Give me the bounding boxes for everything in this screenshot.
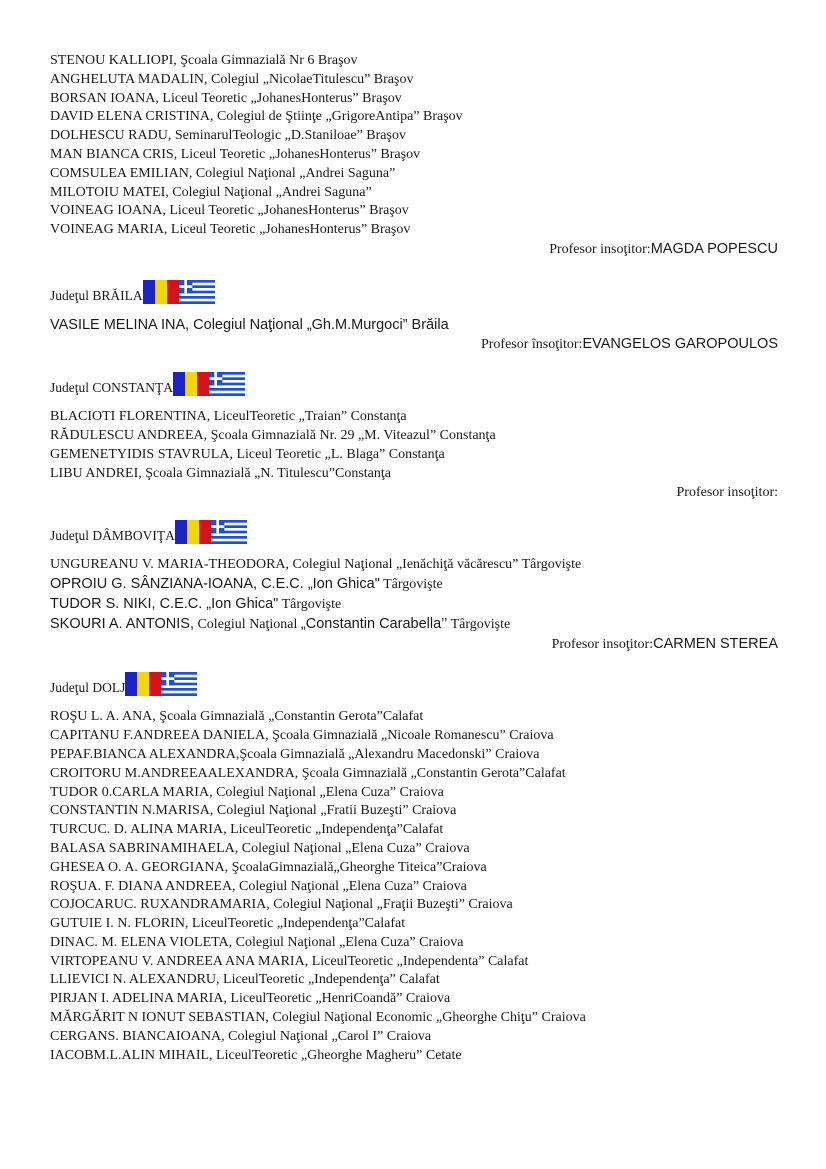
greece-flag-icon [211,520,247,544]
flag-group [173,372,245,396]
student-entry: CROITORU M.ANDREEAALEXANDRA, Şcoala Gimnazială „Constantin Gerota”Calafat [50,765,566,781]
student-entry: MĂRGĂRIT N IONUT SEBASTIAN, Colegiul Naţional Economic „Gheorghe Chiţu” Craiova [50,1010,586,1026]
student-entry: CONSTANTIN N.MARISA, Colegiul Naţional „Fratii Buzeşti” Craiova [50,803,457,819]
student-name: SKOURI A. ANTONIS, [50,615,194,632]
flag-group [175,520,247,544]
student-city: Târgovişte [379,577,443,593]
escort-teacher-label: Profesor insoţitor: [549,241,651,257]
student-entry [50,575,778,595]
student-entry: IACOBM.L.ALIN MIHAIL, LiceulTeoretic „Gheorghe Magheru” Cetate [50,1047,462,1063]
student-city: Târgovişte [447,616,511,632]
student-entry: LLIEVICI N. ALEXANDRU, LiceulTeoretic „Independenţa” Calafat [50,972,440,988]
student-entry: COMSULEA EMILIAN, Colegiul Naţional „Andrei Saguna” [50,165,396,181]
escort-teacher [50,635,778,655]
student-entry: ROŞUA. F. DIANA ANDREEA, Colegiul Naţional „Elena Cuza” Craiova [50,878,467,894]
county-title: Judeţul DÂMBOVIŢA [50,528,175,544]
greece-flag-icon [161,672,197,696]
flag-group [125,672,197,696]
romania-flag-icon [175,520,211,544]
county-title: Judeţul DOLJ [50,680,126,696]
county-heading [50,370,778,396]
escort-teacher-name: MAGDA POPESCU [650,240,778,257]
romania-flag-icon [125,672,161,696]
escort-teacher [50,240,778,260]
student-entry: VIRTOPEANU V. ANDREEA ANA MARIA, LiceulTeoretic „Independenta” Calafat [50,953,529,969]
student-entry: TUDOR 0.CARLA MARIA, Colegiul Naţional „Elena Cuza” Craiova [50,784,444,800]
county-title: Judeţul CONSTANŢA [50,380,174,396]
student-entry: DAVID ELENA CRISTINA, Colegiul de Ştiinţe „GrigoreAntipa” Braşov [50,109,463,125]
student-entry: VASILE MELINA INA, Colegiul Naţional „Gh.M.Murgoci” Brăila [50,316,449,333]
escort-teacher-label: Profesor insoţitor: [551,636,654,652]
student-school-type: Colegiul Naţional [193,616,301,632]
student-entry: CAPITANU F.ANDREEA DANIELA, Şcoala Gimnazială „Nicoale Romanescu” Craiova [50,728,554,744]
romania-flag-icon [173,372,209,396]
student-entry [50,615,778,635]
student-entry: GHESEA O. A. GEORGIANA, ŞcoalaGimnazială„Gheorghe Titeica”Craiova [50,859,487,875]
student-entry: GEMENETYIDIS STAVRULA, Liceul Teoretic „L. Blaga” Constanţa [50,446,445,462]
escort-teacher-name: CARMEN STEREA [653,635,778,652]
student-entry: PIRJAN I. ADELINA MARIA, LiceulTeoretic „HenriCoandă” Craiova [50,991,451,1007]
student-entry: MILOTOIU MATEI, Colegiul Naţional „Andrei Saguna” [50,184,372,200]
student-entry: UNGUREANU V. MARIA-THEODORA, Colegiul Naţional „Ienăchiţă văcărescu” Târgovişte [50,557,582,573]
student-entry: GUTUIE I. N. FLORIN, LiceulTeoretic „Independenţa”Calafat [50,916,406,932]
greece-flag-icon [179,280,215,304]
student-entry: PEPAF.BIANCA ALEXANDRA,Şcoala Gimnazială „Alexandru Macedonski” Craiova [50,746,540,762]
constanta-student-list [50,408,778,483]
escort-teacher [50,484,778,503]
student-entry: LIBU ANDREI, Şcoala Gimnazială „N. Titulescu”Constanţa [50,465,391,481]
county-heading [50,670,778,696]
county-heading [50,278,778,304]
escort-teacher-label: Profesor însoţitor: [480,336,583,352]
student-entry: BALASA SABRINAMIHAELA, Colegiul Naţional „Elena Cuza” Craiova [50,840,470,856]
student-entry: TURCUC. D. ALINA MARIA, LiceulTeoretic „Independenţa”Calafat [50,822,444,838]
student-entry: BORSAN IOANA, Liceul Teoretic „JohanesHonterus” Braşov [50,90,402,106]
dolj-student-list [50,708,778,1065]
student-entry [50,595,778,615]
document-page [50,52,778,1065]
student-entry: ROŞU L. A. ANA, Şcoala Gimnazială „Constantin Gerota”Calafat [50,709,424,725]
student-school: „Constantin Carabella’’ [300,615,448,632]
student-entry: RĂDULESCU ANDREEA, Şcoala Gimnazială Nr. 29 „M. Viteazul” Constanţa [50,428,496,444]
dambovita-student-list [50,556,778,634]
student-entry: DINAC. M. ELENA VIOLETA, Colegiul Naţional „Elena Cuza” Craiova [50,934,464,950]
student-entry: BLACIOTI FLORENTINA, LiceulTeoretic „Traian” Constanţa [50,409,407,425]
county-heading [50,518,778,544]
romania-flag-icon [143,280,179,304]
brasov-student-list [50,52,778,240]
student-entry: STENOU KALLIOPI, Şcoala Gimnazială Nr 6 Braşov [50,53,358,68]
student-entry: DOLHESCU RADU, SeminarulTeologic „D.Staniloae” Braşov [50,128,406,144]
escort-teacher [50,335,778,355]
student-name-school: TUDOR S. NIKI, C.E.C. „Ion Ghica" [50,595,279,612]
student-entry: CERGANS. BIANCAIOANA, Colegiul Naţional „Carol I” Craiova [50,1028,432,1044]
student-entry: COJOCARUC. RUXANDRAMARIA, Colegiul Naţional „Fraţii Buzeşti” Craiova [50,897,513,913]
student-name-school: OPROIU G. SÂNZIANA-IOANA, C.E.C. „Ion Ghica" [50,576,380,593]
student-city: Târgovişte [278,596,342,612]
county-title: Judeţul BRĂILA [50,287,143,303]
flag-group [143,280,215,304]
escort-teacher-name: EVANGELOS GAROPOULOS [582,335,778,352]
greece-flag-icon [209,372,245,396]
escort-teacher-label: Profesor insoţitor: [676,484,778,500]
student-entry: VOINEAG IOANA, Liceul Teoretic „JohanesHonterus” Braşov [50,203,409,219]
student-entry: ANGHELUTA MADALIN, Colegiul „NicolaeTitulescu” Braşov [50,71,414,87]
student-entry: VOINEAG MARIA, Liceul Teoretic „JohanesHonterus” Braşov [50,222,411,238]
student-entry: MAN BIANCA CRIS, Liceul Teoretic „JohanesHonterus” Braşov [50,146,421,162]
